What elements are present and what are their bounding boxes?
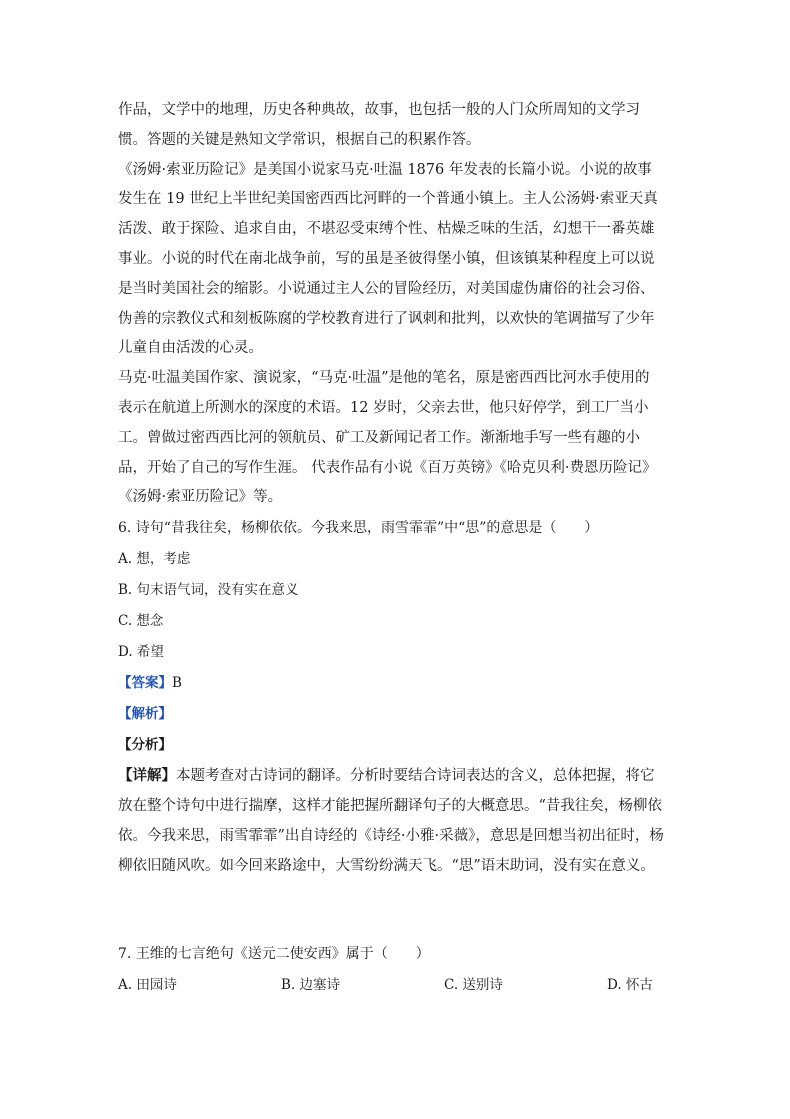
question-7-option-b: B. 边塞诗: [281, 977, 341, 994]
question-6-option-c: C. 想念: [118, 613, 164, 630]
question-6-stem: 6. 诗句“昔我往矣，杨柳依依。今我来思，雨雪霏霏”中“思”的意思是（ ）: [118, 520, 599, 537]
question-6-option-a: A. 想，考虑: [118, 551, 191, 568]
fenxi-line: [118, 730, 664, 761]
question-7-option-d: D. 怀古: [607, 977, 653, 994]
question-7-stem: 7. 王维的七言绝句《送元二使安西》属于（ ）: [118, 946, 430, 963]
question-6-option-d: D. 希望: [118, 644, 164, 661]
question-7-option-c: C. 送别诗: [444, 977, 503, 994]
document-content: [118, 96, 664, 1001]
detail-label: 【详解】: [118, 767, 176, 785]
spacer: [118, 881, 664, 939]
answer-value: B: [172, 675, 182, 692]
question-7-option-a: A. 田园诗: [118, 977, 177, 994]
fenxi-label: 【分析】: [118, 737, 172, 754]
paragraph-mark-twain: 马克·吐温美国作家、演说家，“马克·吐温”是他的笔名，原是密西西比河水手使用的表示在航道上所测水的深度的术语。12 岁时，父亲去世，他只好停学，到工厂当小工。曾做过密西西比河的领航员、矿工及新闻记者工作。渐渐地手写一些有趣的小品，开始了自己的写作生涯。 代表作品有小说《百万英镑》《哈克贝利·费恩历险记》《汤姆·索亚历险记》等。: [118, 370, 657, 506]
analysis-line: [118, 699, 664, 730]
answer-line: [118, 668, 664, 699]
analysis-label: 【解析】: [118, 706, 172, 723]
paragraph-tom-sawyer: 《汤姆·索亚历险记》是美国小说家马克·吐温 1876 年发表的长篇小说。小说的故事发生在 19 世纪上半世纪美国密西西比河畔的一个普通小镇上。主人公汤姆·索亚天真活泼、敢于探险、追求自由，不堪忍受束缚个性、枯燥乏味的生活，幻想干一番英雄事业。小说的时代在南北战争前，写的虽是圣彼得堡小镇，但该镇某种程度上可以说是当时美国社会的缩影。小说通过主人公的冒险经历，对美国虚伪庸俗的社会习俗、伪善的宗教仪式和刻板陈腐的学校教育进行了讽刺和批判，以欢快的笔调描写了少年儿童自由活泼的心灵。: [118, 161, 658, 357]
paragraph-literary-knowledge: 作品，文学中的地理，历史各种典故，故事，也包括一般的人门众所周知的文学习惯。答题的关键是熟知文学常识，根据自己的积累作答。: [118, 102, 640, 148]
question-6-option-b: B. 句末语气词，没有实在意义: [118, 582, 299, 599]
answer-label: 【答案】: [118, 675, 172, 692]
detail-paragraph: [118, 761, 664, 881]
question-7-options: [118, 970, 664, 1001]
detail-text: 本题考查对古诗词的翻译。分析时要结合诗词表达的含义，总体把握，将它放在整个诗句中进行揣摩，这样才能把握所翻译句子的大概意思。“昔我往矣，杨柳依依。今我来思，雨雪霏霏”出自诗经的《诗经·小雅·采薇》，意思是回想当初出征时，杨柳依旧随风吹。如今回来路途中，大雪纷纷满天飞。“思”语末助词，没有实在意义。: [118, 768, 664, 874]
